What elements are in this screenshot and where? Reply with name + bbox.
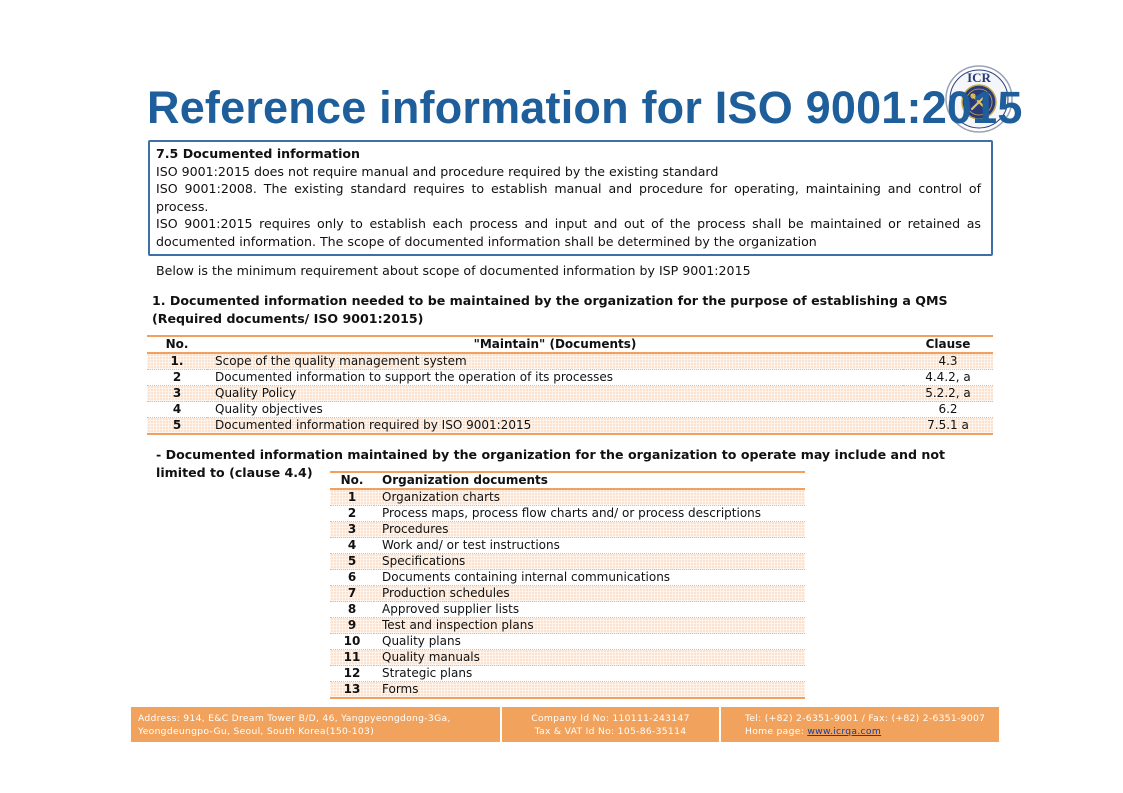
table-row bbox=[330, 666, 805, 682]
section1-line2: (Required documents/ ISO 9001:2015) bbox=[152, 310, 424, 326]
row-no: 10 bbox=[343, 634, 361, 648]
row-no: 3 bbox=[172, 386, 182, 400]
row-document: Procedures bbox=[382, 522, 449, 536]
intro-text: Below is the minimum requirement about scope of documented information by ISP 9001:2015 bbox=[156, 263, 751, 278]
row-no: 12 bbox=[343, 666, 361, 680]
table-row bbox=[330, 634, 805, 650]
footer-homepage bbox=[745, 725, 999, 738]
row-document: Test and inspection plans bbox=[382, 618, 534, 632]
row-no: 8 bbox=[347, 602, 357, 616]
table-row bbox=[147, 353, 993, 370]
homepage-link[interactable]: www.icrqa.com bbox=[807, 726, 882, 737]
footer-company-id: Company Id No: 110111-243147 bbox=[531, 713, 690, 724]
table-row bbox=[330, 618, 805, 634]
row-document: Documented information to support the operation of its processes bbox=[215, 370, 613, 384]
row-document: Approved supplier lists bbox=[382, 602, 520, 616]
row-no: 1 bbox=[347, 490, 357, 504]
info-box-heading: 7.5 Documented information bbox=[156, 146, 361, 161]
table-row bbox=[330, 489, 805, 506]
page-title: Reference information for ISO 9001:2015 bbox=[147, 82, 1023, 133]
row-no: 5 bbox=[172, 418, 182, 432]
row-document: Strategic plans bbox=[382, 666, 473, 680]
row-no: 11 bbox=[343, 650, 361, 664]
row-document: Quality plans bbox=[382, 634, 461, 648]
row-clause: 5.2.2, a bbox=[925, 386, 971, 400]
column-header-organization-documents: Organization documents bbox=[382, 473, 548, 487]
column-header-documents: "Maintain" (Documents) bbox=[473, 337, 637, 351]
row-no: 4 bbox=[347, 538, 357, 552]
row-document: Process maps, process flow charts and/ or process descriptions bbox=[382, 506, 762, 520]
row-clause: 6.2 bbox=[938, 402, 958, 416]
table-header-row bbox=[330, 472, 805, 489]
organization-documents-table bbox=[330, 471, 805, 699]
info-box-line-1: ISO 9001:2015 does not require manual and procedure required by the existing standard bbox=[156, 163, 719, 179]
footer-tel-fax: Tel: (+82) 2-6351-9001 / Fax: (+82) 2-6351-9007 bbox=[745, 713, 986, 724]
row-no: 2 bbox=[347, 506, 357, 520]
row-document: Quality Policy bbox=[215, 386, 297, 400]
table-row bbox=[330, 586, 805, 602]
table-row bbox=[330, 682, 805, 699]
row-no: 6 bbox=[347, 570, 357, 584]
footer-address bbox=[131, 707, 502, 742]
info-box-line-3: ISO 9001:2015 requires only to establish each process and input and out of the process shall be maintained or retained as documented information. The scope of documented information shall be determined by the organization bbox=[156, 216, 981, 249]
row-document: Work and/ or test instructions bbox=[382, 538, 560, 552]
row-document: Scope of the quality management system bbox=[215, 354, 467, 368]
section1-heading bbox=[152, 292, 948, 327]
column-header-clause: Clause bbox=[925, 337, 971, 351]
row-document: Organization charts bbox=[382, 490, 500, 504]
row-document: Quality manuals bbox=[382, 650, 480, 664]
footer-tax-id: Tax & VAT Id No: 105-86-35114 bbox=[534, 726, 687, 737]
footer-company-ids bbox=[502, 707, 721, 742]
info-box-line-2: ISO 9001:2008. The existing standard requires to establish manual and procedure for operating, maintaining and control of process. bbox=[156, 181, 981, 214]
table-row bbox=[147, 386, 993, 402]
row-no: 4 bbox=[172, 402, 182, 416]
row-no: 1. bbox=[170, 354, 184, 368]
table-row bbox=[330, 602, 805, 618]
footer-bar bbox=[131, 707, 999, 742]
footer-address-line2: Yeongdeungpo-Gu, Seoul, South Korea(150-103) bbox=[138, 726, 375, 737]
svg-text:ICR: ICR bbox=[967, 70, 991, 85]
documented-information-box bbox=[148, 140, 993, 256]
row-clause: 4.4.2, a bbox=[925, 370, 971, 384]
table-row bbox=[330, 522, 805, 538]
table-row bbox=[147, 402, 993, 418]
table-row bbox=[330, 650, 805, 666]
column-header-no: No. bbox=[340, 473, 364, 487]
row-no: 3 bbox=[347, 522, 357, 536]
section1-line1: 1. Documented information needed to be maintained by the organization for the purpose of establishing a QMS bbox=[152, 293, 948, 308]
table-row bbox=[147, 370, 993, 386]
row-document: Production schedules bbox=[382, 586, 510, 600]
row-document: Documents containing internal communications bbox=[382, 570, 671, 584]
footer-homepage-label: Home page: bbox=[745, 726, 808, 737]
row-no: 13 bbox=[343, 682, 361, 696]
row-no: 5 bbox=[347, 554, 357, 568]
table-row bbox=[330, 570, 805, 586]
table-row bbox=[330, 538, 805, 554]
table-row bbox=[330, 506, 805, 522]
table-row bbox=[330, 554, 805, 570]
footer-address-line1: Address: 914, E&C Dream Tower B/D, 46, Yangpyeongdong-3Ga, bbox=[138, 713, 451, 724]
row-clause: 4.3 bbox=[938, 354, 958, 368]
row-document: Quality objectives bbox=[215, 402, 323, 416]
row-clause: 7.5.1 a bbox=[927, 418, 969, 432]
row-document: Forms bbox=[382, 682, 419, 696]
section2-heading: - Documented information maintained by the organization for the organization to operate may include and not limited to (clause 4.4) bbox=[156, 447, 945, 480]
row-document: Documented information required by ISO 9001:2015 bbox=[215, 418, 532, 432]
footer-contact bbox=[721, 707, 999, 742]
table-header-row bbox=[147, 336, 993, 353]
row-no: 9 bbox=[347, 618, 357, 632]
required-documents-table bbox=[147, 335, 993, 435]
row-no: 7 bbox=[347, 586, 357, 600]
row-document: Specifications bbox=[382, 554, 466, 568]
row-no: 2 bbox=[172, 370, 182, 384]
table-row bbox=[147, 418, 993, 435]
column-header-no: No. bbox=[165, 337, 189, 351]
